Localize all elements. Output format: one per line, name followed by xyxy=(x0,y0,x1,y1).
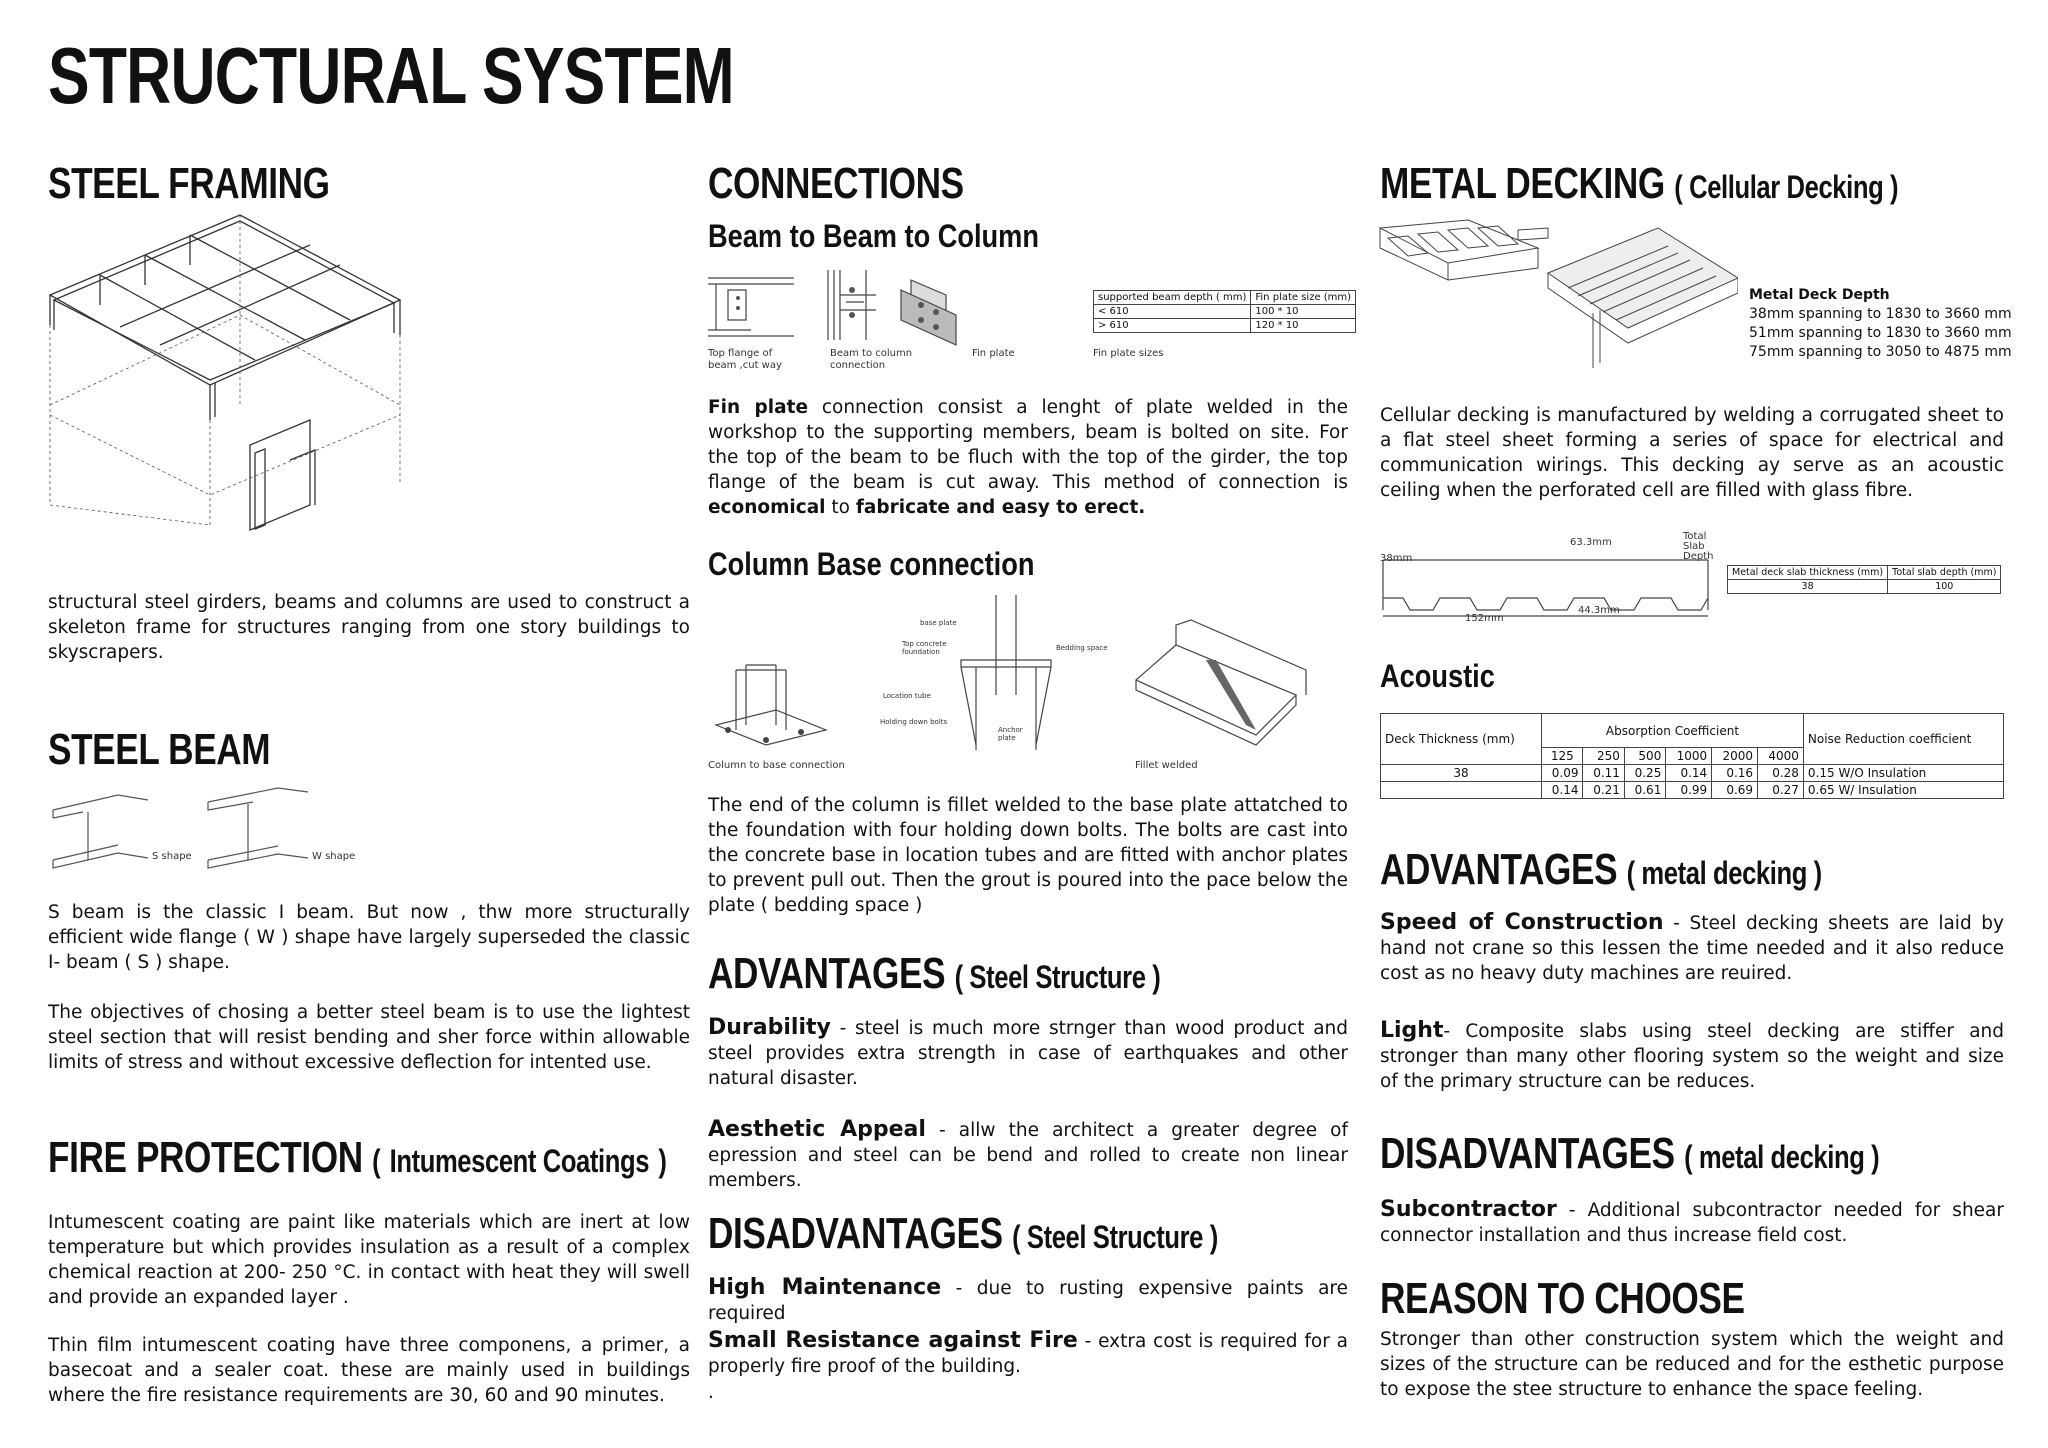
disadvantage-subcontractor-text: - Additional subcontractor needed for shear connector installation and thus increase field cost. xyxy=(1380,1200,2004,1246)
column-base-heading: Column Base connection xyxy=(708,546,1035,582)
acoustic-value: 0.25 xyxy=(1624,765,1665,782)
acoustic-nrc-value: 0.15 W/O Insulation xyxy=(1803,765,2003,782)
metal-decking-illustration xyxy=(1378,218,1738,383)
steel-beam-text-2: The objectives of chosing a better steel beam is to use the lightest steel section that will resist bending and sher force within allowable limits of stress and without excessive deflection for intented use. xyxy=(48,1002,690,1073)
acoustic-value: 0.14 xyxy=(1666,765,1712,782)
metal-decking-subtitle: ( Cellular Decking ) xyxy=(1674,169,1899,205)
advantage-light-text: - Composite slabs using steel decking are stiffer and stronger than many other flooring system so the weight and size of the primary structure can be reduces. xyxy=(1380,1021,2004,1092)
acoustic-freq: 4000 xyxy=(1758,748,1804,765)
acoustic-table xyxy=(1380,713,2004,799)
advantage-durability xyxy=(708,1015,1348,1091)
reason-heading: REASON TO CHOOSE xyxy=(1380,1274,1745,1323)
caption-beam-to-column: Beam to column connection xyxy=(830,348,913,371)
disadvantages-deck-title: DISADVANTAGES xyxy=(1380,1129,1675,1178)
disadvantage-fire-text: - extra cost is required for a properly fire proof of the building. xyxy=(708,1331,1348,1377)
advantages-deck-subtitle: ( metal decking ) xyxy=(1626,855,1822,891)
advantage-speed-text: - Steel decking sheets are laid by hand not crane so this lessen the time needed and it also reduce cost as no heavy duty machines are reuired. xyxy=(1380,913,2004,984)
acoustic-value: 0.99 xyxy=(1666,782,1712,799)
advantage-speed-lead: Speed of Construction xyxy=(1380,910,1664,935)
fire-protection-text-2: Thin film intumescent coating have three componens, a primer, a basecoat and a sealer coat. these are mainly used in buildings where the fire resistance requirements are 30, 60 and 90 minutes. xyxy=(48,1335,690,1406)
disadvantages-steel-title: DISADVANTAGES xyxy=(708,1209,1003,1258)
acoustic-heading: Acoustic xyxy=(1380,658,1495,694)
steel-beam-heading: STEEL BEAM xyxy=(48,725,271,774)
label-location-tube: Location tube xyxy=(883,692,931,700)
deck-depth-title: Metal Deck Depth xyxy=(1749,287,1890,303)
fire-protection-heading xyxy=(48,1133,667,1182)
metal-decking-heading xyxy=(1380,159,1899,208)
caption-fin-plate-sizes: Fin plate sizes xyxy=(1093,348,1164,359)
disadvantage-subcontractor xyxy=(1380,1197,2004,1248)
acoustic-thickness-value: 38 xyxy=(1381,765,1542,782)
s-shape-label: S shape xyxy=(152,851,192,862)
dim-152mm: 152mm xyxy=(1465,613,1504,624)
acoustic-value: 0.09 xyxy=(1542,765,1583,782)
advantages-steel-subtitle: ( Steel Structure ) xyxy=(954,959,1161,995)
acoustic-value: 0.11 xyxy=(1583,765,1624,782)
caption-column-to-base: Column to base connection xyxy=(708,760,845,771)
advantages-deck-heading xyxy=(1380,845,1822,894)
steel-framing-heading: STEEL FRAMING xyxy=(48,159,330,208)
disadvantage-maintenance-lead: High Maintenance xyxy=(708,1275,942,1300)
caption-top-flange: Top flange of beam ,cut way xyxy=(708,348,782,371)
fin-table-cell: > 610 xyxy=(1094,319,1251,333)
disadvantages-deck-subtitle: ( metal decking ) xyxy=(1684,1139,1880,1175)
disadvantage-fire-lead: Small Resistance against Fire xyxy=(708,1328,1078,1353)
steel-frame-illustration xyxy=(40,205,410,535)
fire-protection-close-paren: ) xyxy=(658,1143,667,1179)
dim-38mm: 38mm xyxy=(1380,553,1413,564)
disadvantage-subcontractor-lead: Subcontractor xyxy=(1380,1197,1557,1222)
page-title: STRUCTURAL SYSTEM xyxy=(48,31,734,120)
dim-total-slab-depth: Total Slab Depth xyxy=(1683,531,1714,562)
fin-plate-text-to: to xyxy=(825,497,856,518)
acoustic-freq: 500 xyxy=(1624,748,1665,765)
fire-protection-subtitle: Intumescent Coatings xyxy=(389,1143,650,1179)
acoustic-col-absorption: Absorption Coefficient xyxy=(1542,714,1804,748)
advantage-durability-lead: Durability xyxy=(708,1015,831,1040)
reason-text: Stronger than other construction system which the weight and sizes of the structure can be reduced and for the esthetic purpose to expose the stee structure to enhance the space feeling. xyxy=(1380,1329,2004,1400)
acoustic-value: 0.14 xyxy=(1542,782,1583,799)
acoustic-value: 0.16 xyxy=(1712,765,1758,782)
fin-plate-economical: economical xyxy=(708,497,826,518)
column-base-text: The end of the column is fillet welded to the base plate attatched to the foundation with four holding down bolts. The bolts are cast into the concrete base in location tubes and are fitted with anchor plates to prevent pull out. Then the grout is poured into the pace below the plate ( bedding space ) xyxy=(708,795,1348,916)
caption-fin-plate: Fin plate xyxy=(972,348,1015,359)
beam-connection-illustrations xyxy=(706,250,1051,350)
acoustic-value: 0.28 xyxy=(1758,765,1804,782)
acoustic-freq: 1000 xyxy=(1666,748,1712,765)
fin-plate-text-body: connection consist a lenght of plate welded in the workshop to the supporting members, beam is bolted on site. For the top of the beam to be fluch with the top of the girder, the top flange of the beam is cut away. This method of connection is xyxy=(708,397,1348,493)
steel-beam-text-1: S beam is the classic I beam. But now , thw more structurally efficient wide flange ( W ) shape have largely superseded the classic I- beam ( S ) shape. xyxy=(48,902,690,973)
label-top-concrete: Top concrete foundation xyxy=(902,640,947,656)
fin-plate-table xyxy=(1093,290,1356,333)
advantage-aesthetic xyxy=(708,1117,1348,1193)
deck-section-illustration xyxy=(1378,530,1723,620)
disadvantage-trailing-dot: . xyxy=(708,1382,714,1403)
acoustic-value: 0.21 xyxy=(1583,782,1624,799)
caption-fillet-welded: Fillet welded xyxy=(1135,760,1198,771)
acoustic-nrc-value: 0.65 W/ Insulation xyxy=(1803,782,2003,799)
disadvantages-steel-heading xyxy=(708,1209,1218,1258)
fin-table-cell: 100 * 10 xyxy=(1251,305,1356,319)
fin-table-cell: < 610 xyxy=(1094,305,1251,319)
metal-decking-title: METAL DECKING xyxy=(1380,159,1665,208)
w-shape-label: W shape xyxy=(312,851,356,862)
fin-table-header-size: Fin plate size (mm) xyxy=(1251,291,1356,305)
slab-depth-table xyxy=(1727,565,2001,594)
dim-63mm: 63.3mm xyxy=(1570,537,1612,548)
beam-connection-heading: Beam to Beam to Column xyxy=(708,218,1039,254)
disadvantage-maintenance-text: - due to rusting expensive paints are required xyxy=(708,1278,1348,1324)
metal-decking-text: Cellular decking is manufactured by welding a corrugated sheet to a flat steel sheet forming a series of space for electrical and communication wirings. This decking ay serve as an acoustic ceiling when the perforated cell are filled with glass fibre. xyxy=(1380,405,2004,501)
acoustic-freq: 2000 xyxy=(1712,748,1758,765)
label-holding-down-bolts: Holding down bolts xyxy=(880,718,948,726)
advantages-steel-heading xyxy=(708,949,1161,998)
deck-depth-line: 51mm spanning to 1830 to 3660 mm xyxy=(1749,325,2012,341)
acoustic-value: 0.61 xyxy=(1624,782,1665,799)
deck-depth-line: 75mm spanning to 3050 to 4875 mm xyxy=(1749,344,2012,360)
deck-depth-box xyxy=(1749,286,2012,362)
fire-protection-open-paren: ( xyxy=(372,1143,381,1179)
disadvantages-steel-subtitle: ( Steel Structure ) xyxy=(1012,1219,1218,1255)
fire-protection-text-1: Intumescent coating are paint like materials which are inert at low temperature but which provides insulation as a result of a complex chemical reaction at 200- 250 °C. in contact with heat they will swell and provide an expanded layer . xyxy=(48,1212,690,1308)
advantage-speed xyxy=(1380,910,2004,986)
advantage-aesthetic-text: - allw the architect a greater degree of epression and steel can be bend and rolled to create non linear members. xyxy=(708,1120,1348,1191)
acoustic-empty-cell xyxy=(1381,782,1542,799)
dim-44mm: 44.3mm xyxy=(1578,605,1620,616)
column-base-illustrations xyxy=(706,585,1351,755)
label-anchor-plate: Anchor plate xyxy=(998,726,1023,742)
slab-table-cell: 100 xyxy=(1888,580,2001,594)
slab-table-header: Metal deck slab thickness (mm) xyxy=(1728,566,1888,580)
disadvantage-maintenance xyxy=(708,1275,1348,1326)
advantage-light-lead: Light xyxy=(1380,1018,1444,1043)
steel-framing-text: structural steel girders, beams and columns are used to construct a skeleton frame for structures ranging from one story buildings to skyscrapers. xyxy=(48,592,690,663)
fin-plate-text xyxy=(708,395,1348,520)
advantage-durability-text: - steel is much more strnger than wood product and steel provides extra strength in case of earthquakes and other natural disaster. xyxy=(708,1018,1348,1089)
fire-protection-title: FIRE PROTECTION xyxy=(48,1133,363,1182)
acoustic-value: 0.27 xyxy=(1758,782,1804,799)
steel-beam-illustration xyxy=(48,780,368,890)
acoustic-value: 0.69 xyxy=(1712,782,1758,799)
acoustic-freq: 125 xyxy=(1542,748,1583,765)
label-base-plate: base plate xyxy=(920,619,957,627)
advantage-aesthetic-lead: Aesthetic Appeal xyxy=(708,1117,926,1142)
fin-plate-term: Fin plate xyxy=(708,397,808,418)
advantages-steel-title: ADVANTAGES xyxy=(708,949,946,998)
connections-heading: CONNECTIONS xyxy=(708,159,964,208)
fin-table-cell: 120 * 10 xyxy=(1251,319,1356,333)
fin-plate-fabricate: fabricate and easy to erect. xyxy=(855,497,1146,518)
acoustic-freq: 250 xyxy=(1583,748,1624,765)
label-bedding-space: Bedding space xyxy=(1056,644,1108,652)
slab-table-cell: 38 xyxy=(1728,580,1888,594)
acoustic-col-thickness: Deck Thickness (mm) xyxy=(1381,714,1542,765)
disadvantages-deck-heading xyxy=(1380,1129,1880,1178)
disadvantage-fire xyxy=(708,1328,1348,1379)
advantage-light xyxy=(1380,1018,2004,1094)
acoustic-col-nrc: Noise Reduction coefficient xyxy=(1803,714,2003,765)
deck-depth-line: 38mm spanning to 1830 to 3660 mm xyxy=(1749,306,2012,322)
slab-table-header: Total slab depth (mm) xyxy=(1888,566,2001,580)
advantages-deck-title: ADVANTAGES xyxy=(1380,845,1618,894)
fin-table-header-depth: supported beam depth ( mm) xyxy=(1094,291,1251,305)
